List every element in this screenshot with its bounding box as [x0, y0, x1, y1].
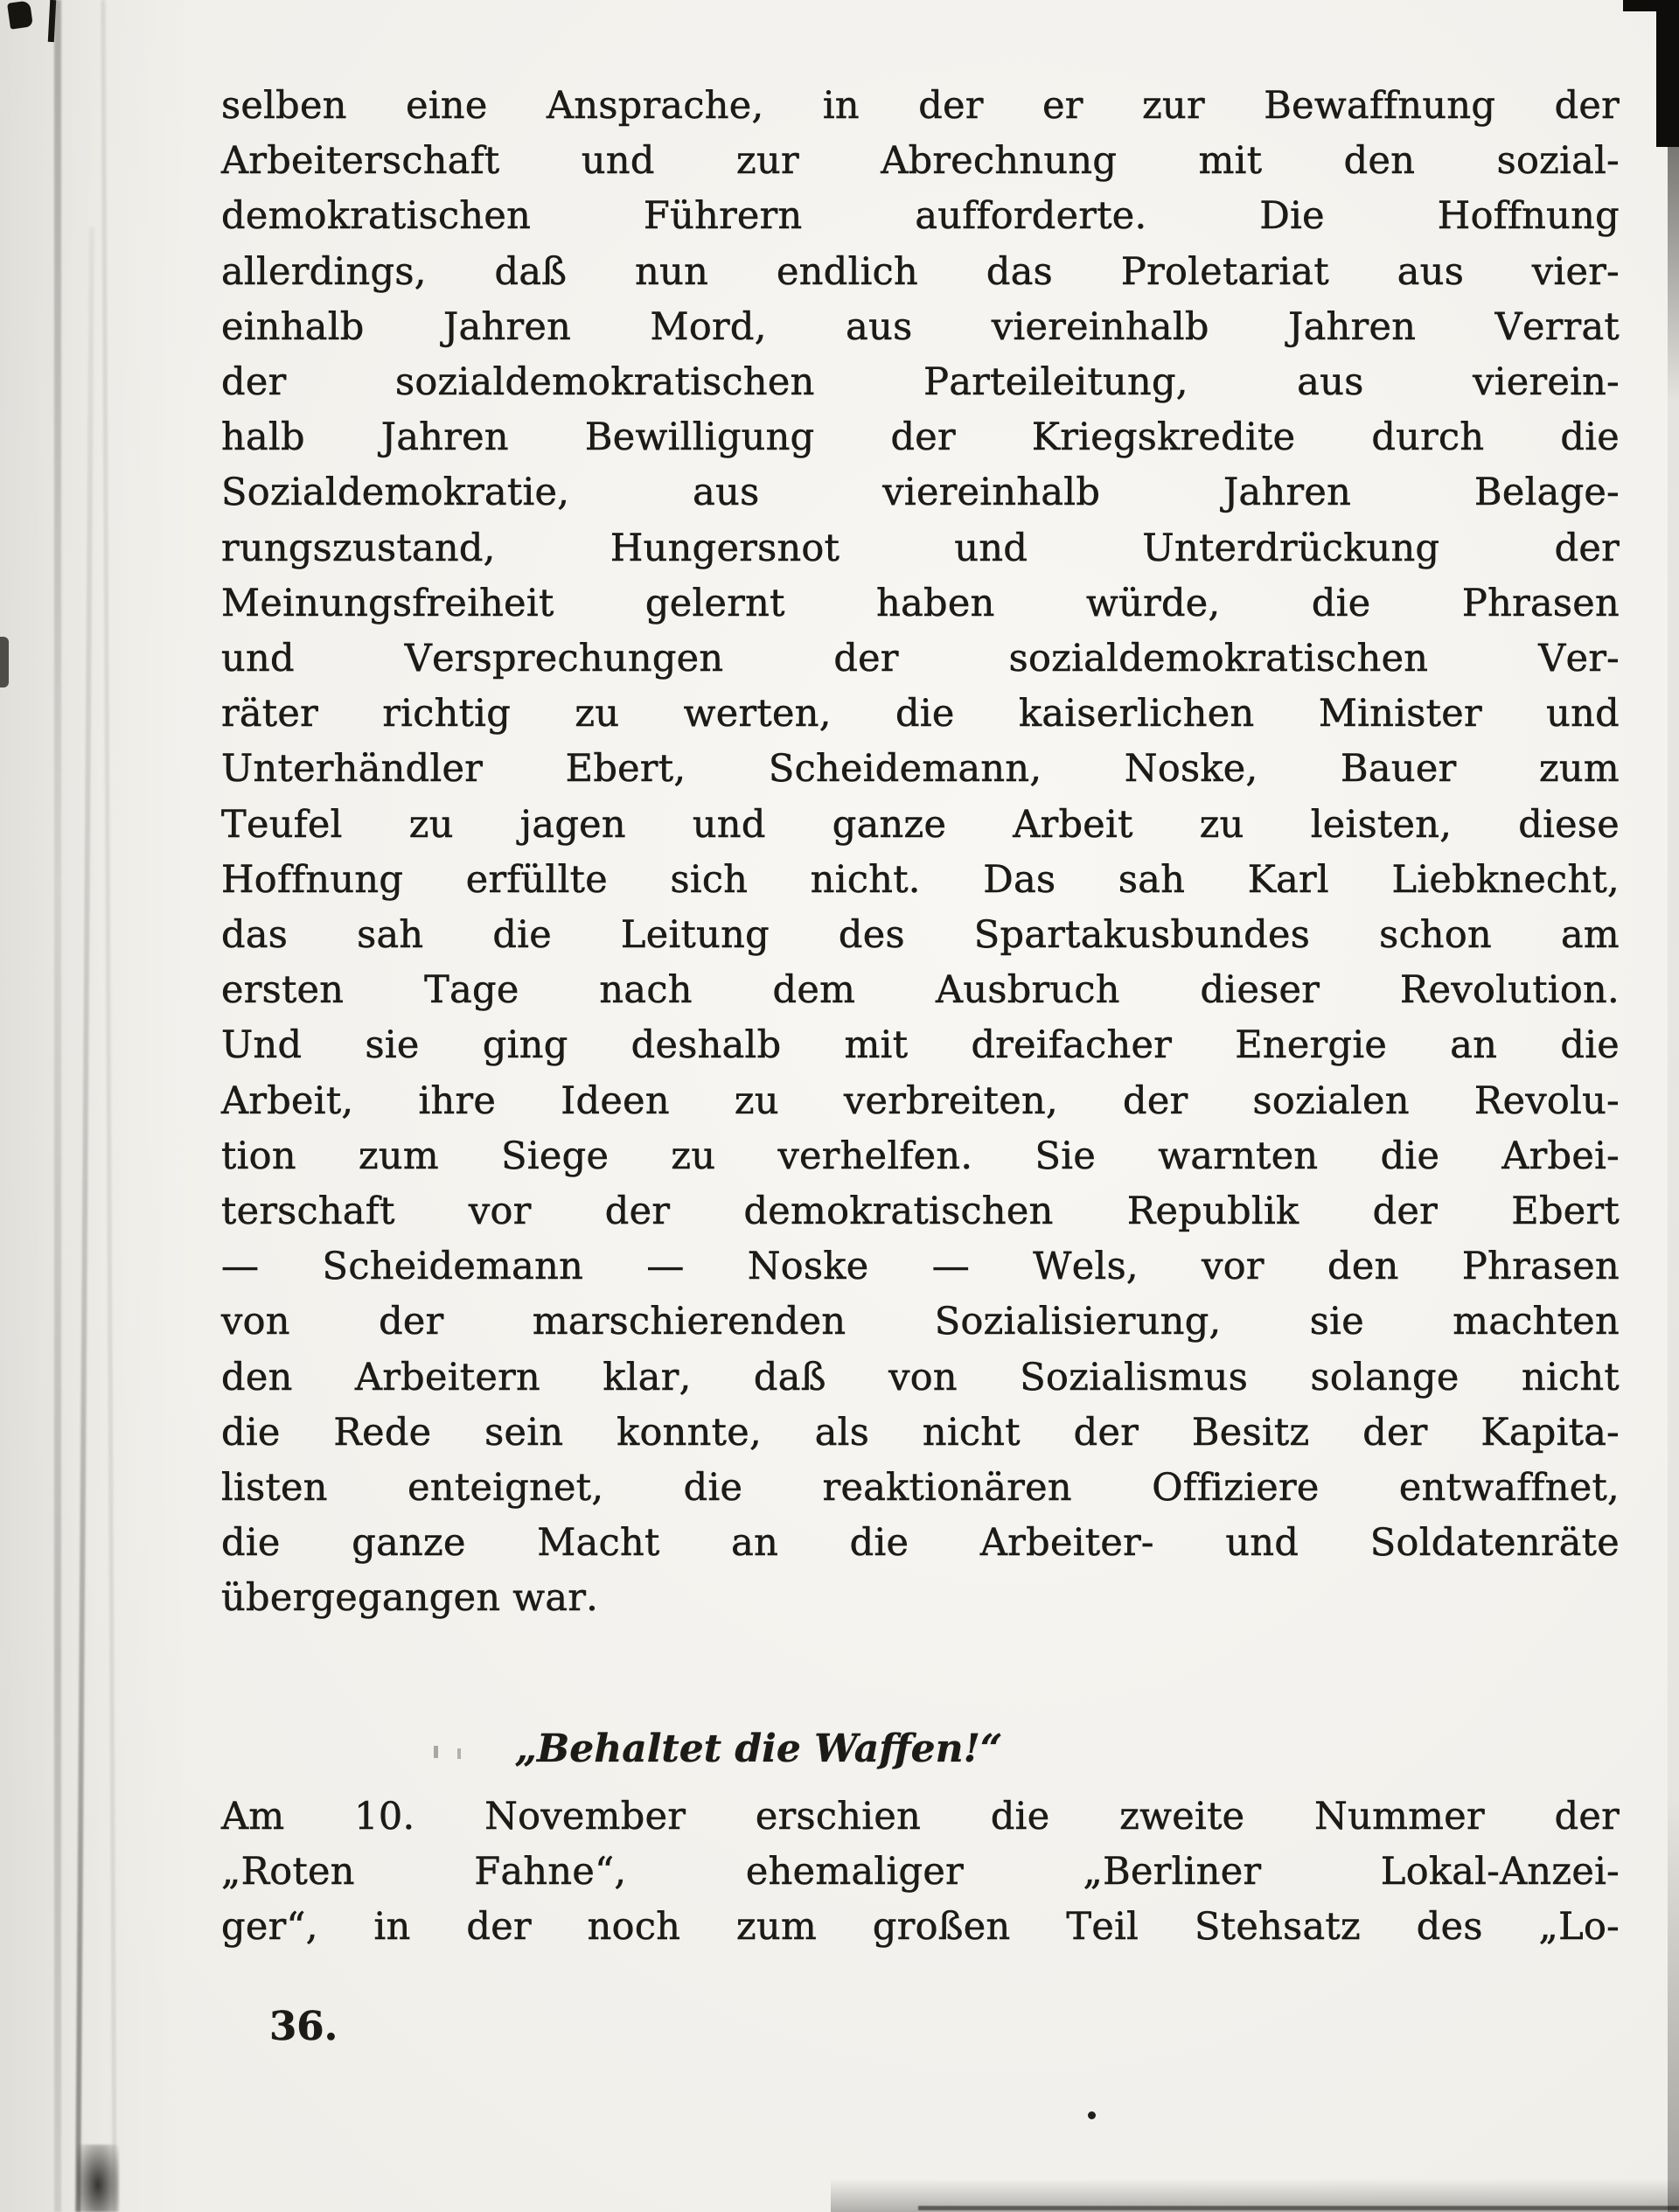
- text-line: Arbeit, ihre Ideen zu verbreiten, der sozialen Revolu-: [221, 1078, 1620, 1123]
- scan-edge-bar: [1656, 0, 1679, 147]
- text-line: demokratischen Führern aufforderte. Die Hoffnung: [221, 194, 1620, 239]
- text-line: und Versprechungen der sozialdemokratischen Ver-: [221, 637, 1620, 681]
- text-line: die Rede sein konnte, als nicht der Besitz der Kapita-: [221, 1410, 1620, 1455]
- page-number: 36.: [269, 2003, 338, 2049]
- scan-edge-line: [918, 2206, 1679, 2210]
- binding-crease: [54, 0, 61, 2212]
- text-line: ersten Tage nach dem Ausbruch dieser Revolution.: [221, 968, 1620, 1013]
- scan-edge-strip: [1668, 140, 1679, 2212]
- paragraph-two: [221, 1790, 1620, 1956]
- scan-smudge: [77, 2145, 119, 2212]
- scan-corner-mark: [7, 0, 33, 29]
- ink-dot: [1088, 2111, 1096, 2119]
- scan-edge-bar: [1623, 0, 1663, 11]
- text-line: tion zum Siege zu verhelfen. Sie warnten die Arbei-: [221, 1134, 1620, 1178]
- text-line: Meinungsfreiheit gelernt haben würde, die Phrasen: [221, 581, 1620, 625]
- text-line: die ganze Macht an die Arbeiter- und Soldatenräte: [221, 1521, 1620, 1566]
- text-line: ger“, in der noch zum großen Teil Stehsatz des „Lo-: [221, 1905, 1620, 1950]
- text-line: übergegangen war.: [221, 1576, 599, 1621]
- section-heading-block: [221, 1721, 1620, 1776]
- text-line: selben eine Ansprache, in der er zur Bewaffnung der: [221, 84, 1620, 128]
- text-line: terschaft vor der demokratischen Republik der Ebert: [221, 1190, 1620, 1234]
- text-line: halb Jahren Bewilligung der Kriegskredite durch die: [221, 415, 1620, 460]
- text-line: das sah die Leitung des Spartakusbundes schon am: [221, 913, 1620, 958]
- text-line: der sozialdemokratischen Parteileitung, aus vierein-: [221, 360, 1620, 405]
- text-line: Arbeiterschaft und zur Abrechnung mit den sozial-: [221, 139, 1620, 184]
- text-line: den Arbeitern klar, daß von Sozialismus solange nicht: [221, 1355, 1620, 1399]
- binding-crease: [101, 0, 116, 2212]
- text-line: Hoffnung erfüllte sich nicht. Das sah Karl Liebknecht,: [221, 857, 1620, 902]
- text-line: räter richtig zu werten, die kaiserlichen Minister und: [221, 692, 1620, 736]
- paragraph-one: [221, 79, 1620, 1627]
- text-line: von der marschierenden Sozialisierung, sie machten: [221, 1300, 1620, 1344]
- text-line: „Roten Fahne“, ehemaliger „Berliner Lokal-Anzei-: [221, 1850, 1620, 1895]
- text-line: Unterhändler Ebert, Scheidemann, Noske, Bauer zum: [221, 747, 1620, 792]
- text-line: Sozialdemokratie, aus viereinhalb Jahren Belage-: [221, 471, 1620, 515]
- scan-edge-mark: [0, 637, 9, 687]
- section-heading: „Behaltet die Waffen!“: [514, 1727, 1003, 1771]
- text-line: Teufel zu jagen und ganze Arbeit zu leisten, diese: [221, 802, 1620, 847]
- text-line: allerdings, daß nun endlich das Proletariat aus vier-: [221, 249, 1620, 294]
- text-line: Am 10. November erschien die zweite Nummer der: [221, 1795, 1620, 1839]
- text-line: einhalb Jahren Mord, aus viereinhalb Jahren Verrat: [221, 304, 1620, 349]
- text-line: rungszustand, Hungersnot und Unterdrückung der: [221, 526, 1620, 570]
- text-line: listen enteignet, die reaktionären Offiziere entwaffnet,: [221, 1466, 1620, 1511]
- text-line: — Scheidemann — Noske — Wels, vor den Phrasen: [221, 1245, 1620, 1289]
- binding-crease: [75, 227, 94, 2212]
- text-line: Und sie ging deshalb mit dreifacher Energie an die: [221, 1023, 1620, 1068]
